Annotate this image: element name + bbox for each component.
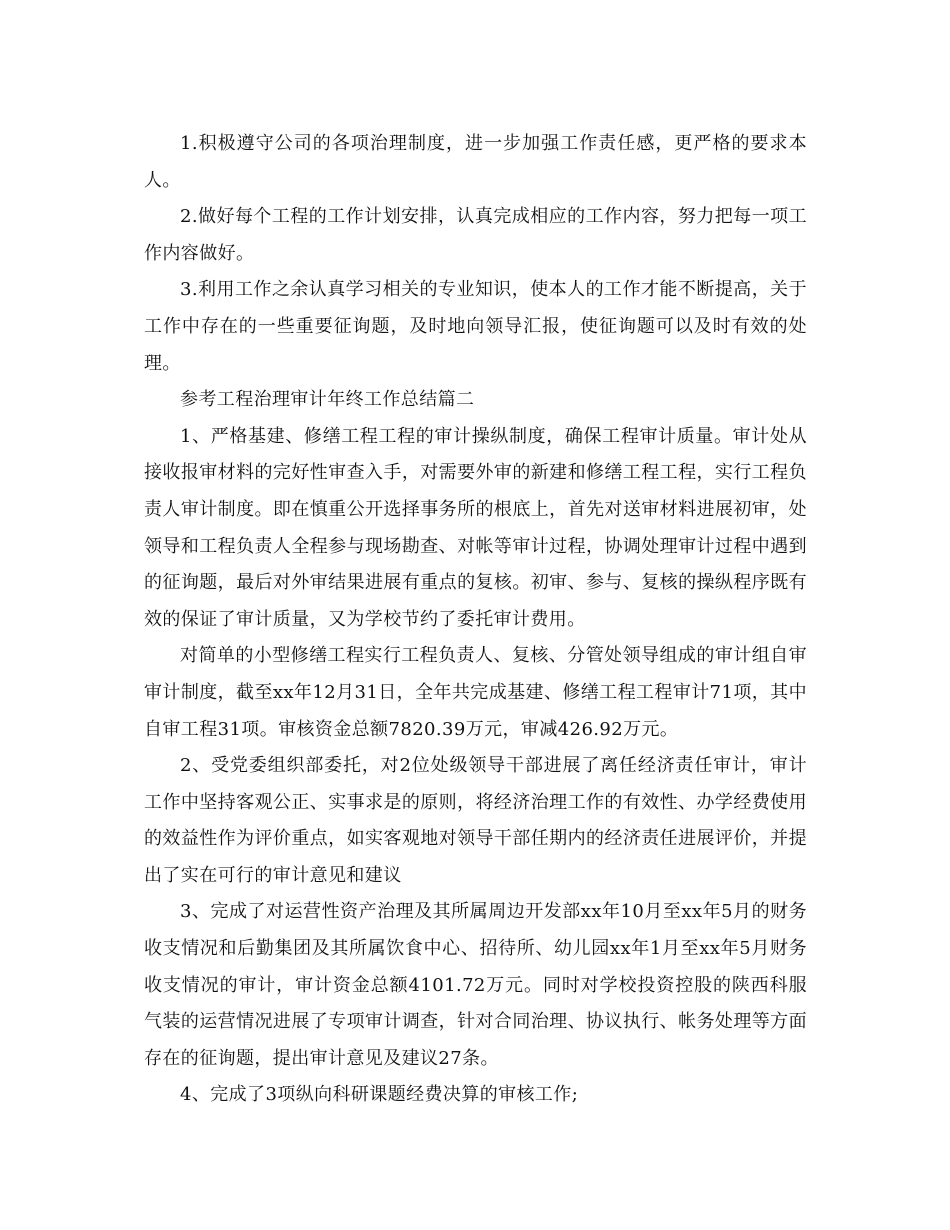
- paragraph-item-1: 1.积极遵守公司的各项治理制度，进一步加强工作责任感，更严格的要求本人。: [144, 133, 807, 191]
- paragraph-item-2: 2.做好每个工程的工作计划安排，认真完成相应的工作内容，努力把每一项工作内容做好。: [144, 206, 807, 264]
- paragraph-financial-audit: 3、完成了对运营性资产治理及其所属周边开发部xx年10月至xx年5月的财务收支情况和后勤集团及其所属饮食中心、招待所、幼儿园xx年1月至xx年5月财务收支情况的审计，审计资金总额4101.72万元。同时对学校投资控股的陕西科服气装的运营情况进展了专项审计调查，针对合同治理、协议执行、帐务处理等方面存在的征询题，提出审计意见及建议27条。: [144, 901, 807, 1069]
- paragraph-audit-control: 1、严格基建、修缮工程工程的审计操纵制度，确保工程审计质量。审计处从接收报审材料的完好性审查入手，对需要外审的新建和修缮工程工程，实行工程负责人审计制度。即在慎重公开选择事务所的根底上，首先对送审材料进展初审，处领导和工程负责人全程参与现场勘查、对帐等审计过程，协调处理审计过程中遇到的征询题，最后对外审结果进展有重点的复核。初审、参与、复核的操纵程序既有效的保证了审计质量，又为学校节约了委托审计费用。: [144, 425, 807, 630]
- paragraph-economic-responsibility: 2、受党委组织部委托，对2位处级领导干部进展了离任经济责任审计，审计工作中坚持客观公正、实事求是的原则，将经济治理工作的有效性、办学经费使用的效益性作为评价重点，如实客观地对领导干部任期内的经济责任进展评价，并提出了实在可行的审计意见和建议: [144, 755, 807, 886]
- paragraph-item-3: 3.利用工作之余认真学习相关的专业知识，使本人的工作才能不断提高，关于工作中存在的一些重要征询题，及时地向领导汇报，使征询题可以及时有效的处理。: [144, 279, 807, 374]
- paragraph-research-funds: 4、完成了3项纵向科研课题经费决算的审核工作;: [180, 1084, 579, 1106]
- document-body: [144, 126, 807, 1114]
- section-heading: 参考工程治理审计年终工作总结篇二: [180, 389, 475, 411]
- paragraph-small-repair-audit: 对简单的小型修缮工程实行工程负责人、复核、分管处领导组成的审计组自审审计制度，截至xx年12月31日，全年共完成基建、修缮工程工程审计71项，其中自审工程31项。审核资金总额7820.39万元，审减426.92万元。: [144, 645, 807, 740]
